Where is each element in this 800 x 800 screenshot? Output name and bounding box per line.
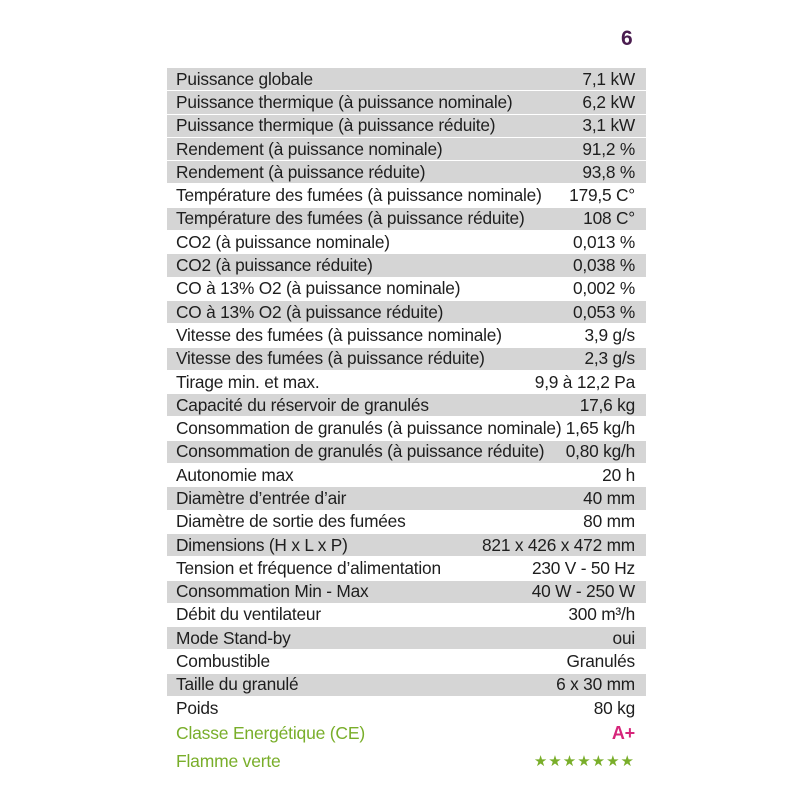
spec-label: Dimensions (H x L x P) — [176, 534, 348, 555]
spec-label: Taille du granulé — [176, 674, 299, 695]
spec-row — [167, 627, 646, 650]
spec-row — [167, 650, 646, 673]
spec-label: Tirage min. et max. — [176, 371, 320, 392]
spec-label: CO2 (à puissance nominale) — [176, 231, 390, 252]
spec-value: 80 kg — [593, 697, 635, 718]
spec-label: Température des fumées (à puissance nominale) — [176, 185, 542, 206]
spec-label: Poids — [176, 697, 219, 718]
spec-label: Consommation de granulés (à puissance réduite) — [176, 441, 545, 462]
spec-value: 80 mm — [583, 511, 635, 532]
spec-row — [167, 394, 646, 417]
spec-row — [167, 557, 646, 580]
spec-value: 300 m³/h — [568, 604, 635, 625]
spec-value: 179,5 C° — [569, 185, 635, 206]
spec-value: 1,65 kg/h — [565, 418, 635, 439]
spec-row — [167, 511, 646, 534]
spec-label: Puissance thermique (à puissance réduite) — [176, 115, 496, 136]
spec-label: Rendement (à puissance nominale) — [176, 138, 443, 159]
spec-value: 2,3 g/s — [584, 348, 635, 369]
spec-value: 7,1 kW — [582, 68, 635, 89]
spec-row — [167, 534, 646, 557]
spec-value: 0,053 % — [572, 301, 635, 322]
spec-row — [167, 278, 646, 301]
spec-value: 9,9 à 12,2 Pa — [534, 371, 635, 392]
spec-row — [167, 138, 646, 161]
spec-label: Rendement (à puissance réduite) — [176, 161, 426, 182]
spec-label: Mode Stand-by — [176, 627, 291, 648]
spec-value: 108 C° — [583, 208, 635, 229]
spec-row — [167, 68, 646, 91]
spec-label: Vitesse des fumées (à puissance nominale) — [176, 324, 502, 345]
spec-label: CO à 13% O2 (à puissance réduite) — [176, 301, 444, 322]
spec-row — [167, 464, 646, 487]
spec-row — [167, 254, 646, 277]
spec-value: 91,2 % — [582, 138, 635, 159]
spec-value: 6,2 kW — [582, 91, 635, 112]
energy-class-row — [167, 720, 646, 748]
spec-value: 821 x 426 x 472 mm — [482, 534, 635, 555]
spec-label: Température des fumées (à puissance réduite) — [176, 208, 525, 229]
star-rating-icon: ★★★★★★★ — [533, 753, 635, 771]
flame-verte-row — [167, 748, 646, 776]
spec-row — [167, 697, 646, 720]
flame-verte-label: Flamme verte — [176, 751, 281, 772]
spec-row — [167, 91, 646, 114]
spec-row — [167, 184, 646, 207]
spec-row — [167, 487, 646, 510]
spec-row — [167, 231, 646, 254]
spec-row — [167, 604, 646, 627]
spec-row — [167, 417, 646, 440]
spec-row — [167, 161, 646, 184]
spec-row — [167, 674, 646, 697]
spec-value: 93,8 % — [582, 161, 635, 182]
spec-label: CO à 13% O2 (à puissance nominale) — [176, 278, 461, 299]
spec-label: Autonomie max — [176, 464, 294, 485]
spec-value: 230 V - 50 Hz — [531, 557, 635, 578]
spec-value: 40 mm — [583, 488, 635, 508]
spec-label: Débit du ventilateur — [176, 604, 321, 625]
spec-row — [167, 324, 646, 347]
spec-label: Puissance globale — [176, 68, 313, 89]
spec-row — [167, 115, 646, 138]
spec-value: 0,038 % — [572, 255, 635, 276]
spec-row — [167, 208, 646, 231]
spec-value: 40 W - 250 W — [531, 581, 635, 602]
spec-row — [167, 371, 646, 394]
spec-label: Combustible — [176, 651, 270, 672]
spec-value: 0,80 kg/h — [565, 441, 635, 462]
spec-label: Consommation de granulés (à puissance nominale) — [176, 418, 562, 439]
page-number: 6 — [621, 27, 633, 50]
spec-label: CO2 (à puissance réduite) — [176, 255, 373, 276]
spec-value: 3,1 kW — [582, 115, 635, 136]
spec-label: Vitesse des fumées (à puissance réduite) — [176, 348, 485, 369]
energy-class-value: A+ — [611, 723, 635, 744]
spec-value: 6 x 30 mm — [556, 674, 635, 695]
spec-label: Puissance thermique (à puissance nominale) — [176, 91, 513, 112]
spec-label: Consommation Min - Max — [176, 581, 369, 602]
spec-value: Granulés — [566, 651, 635, 672]
spec-label: Diamètre de sortie des fumées — [176, 511, 406, 532]
spec-row — [167, 301, 646, 324]
spec-label: Diamètre d’entrée d’air — [176, 488, 347, 508]
spec-row — [167, 348, 646, 371]
spec-row — [167, 441, 646, 464]
spec-value: 20 h — [602, 464, 635, 485]
spec-row — [167, 581, 646, 604]
spec-value: 17,6 kg — [579, 394, 635, 415]
spec-value: oui — [612, 627, 635, 648]
spec-value: 0,013 % — [572, 231, 635, 252]
spec-value: 0,002 % — [572, 278, 635, 299]
energy-class-label: Classe Energétique (CE) — [176, 723, 365, 744]
specs-table — [167, 68, 646, 776]
spec-value: 3,9 g/s — [584, 324, 635, 345]
spec-label: Capacité du réservoir de granulés — [176, 394, 429, 415]
spec-label: Tension et fréquence d’alimentation — [176, 557, 441, 578]
